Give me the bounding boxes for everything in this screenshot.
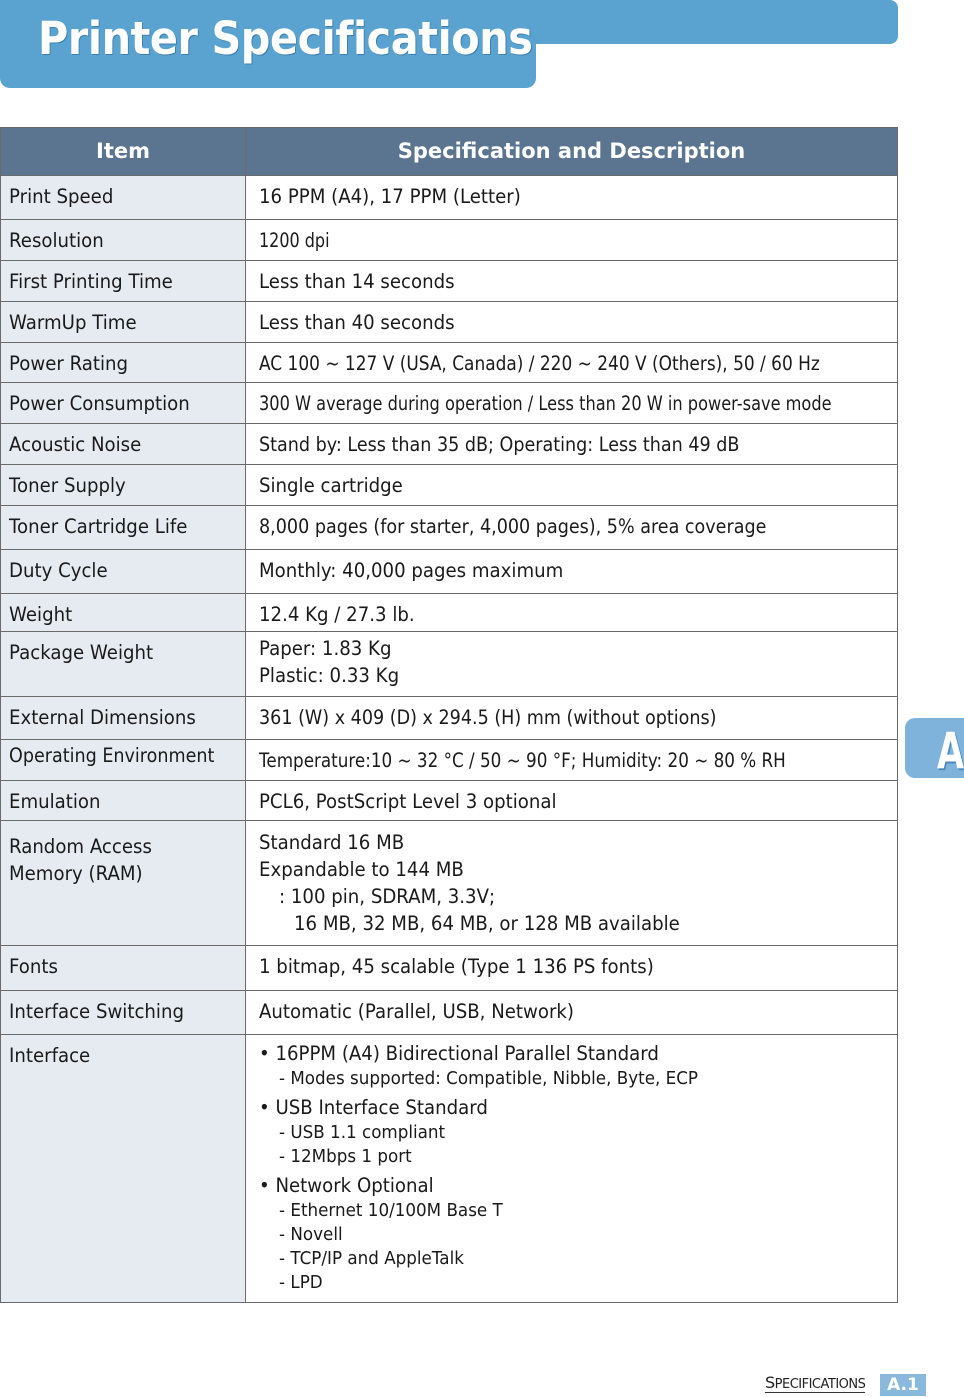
table-header-row [1, 128, 898, 176]
item-label: Duty Cycle [1, 550, 246, 594]
footer-page-number: A.1 [880, 1374, 926, 1396]
spec-value: Less than 40 seconds [246, 302, 898, 343]
item-label: Package Weight [1, 632, 246, 697]
item-label: Toner Supply [1, 465, 246, 506]
table-row [1, 506, 898, 550]
spec-value: Automatic (Parallel, USB, Network) [246, 991, 898, 1035]
table-row [1, 424, 898, 465]
item-label: Random Access Memory (RAM) [1, 821, 246, 946]
specifications-table [0, 127, 898, 1303]
interface-group-network: • Network Optional - Ethernet 10/100M Base T - Novell - TCP/IP and AppleTalk - LPD [259, 1174, 503, 1293]
item-label: Operating Environment [1, 740, 246, 781]
spec-value: Stand by: Less than 35 dB; Operating: Less than 49 dB [246, 424, 898, 465]
table-row [1, 550, 898, 594]
footer-section-label: SPECIFICATIONS [765, 1373, 866, 1392]
spec-value: 8,000 pages (for starter, 4,000 pages), 5% area coverage [246, 506, 898, 550]
spec-value: 1200 dpi [246, 220, 898, 261]
spec-value: PCL6, PostScript Level 3 optional [246, 781, 898, 821]
table-row [1, 594, 898, 632]
page-title: Printer Specifications [38, 12, 533, 65]
item-label: Resolution [1, 220, 246, 261]
table-row [1, 261, 898, 302]
table-row [1, 740, 898, 781]
table-row [1, 220, 898, 261]
interface-group-usb: • USB Interface Standard - USB 1.1 compliant - 12Mbps 1 port [259, 1096, 488, 1167]
table-row [1, 991, 898, 1035]
table-row [1, 632, 898, 697]
table-row [1, 821, 898, 946]
spec-value: 1 bitmap, 45 scalable (Type 1 136 PS fonts) [246, 946, 898, 991]
spec-value: AC 100 ~ 127 V (USA, Canada) / 220 ~ 240 V (Others), 50 / 60 Hz [246, 343, 898, 383]
spec-value: Paper: 1.83 Kg Plastic: 0.33 Kg [246, 632, 898, 697]
spec-value [246, 1035, 898, 1303]
table-row [1, 946, 898, 991]
item-label: Weight [1, 594, 246, 632]
item-label: Fonts [1, 946, 246, 991]
table-row [1, 465, 898, 506]
interface-group-parallel: • 16PPM (A4) Bidirectional Parallel Standard - Modes supported: Compatible, Nibble, Byte, ECP [259, 1042, 699, 1089]
spec-value: 12.4 Kg / 27.3 lb. [246, 594, 898, 632]
item-label: Interface Switching [1, 991, 246, 1035]
item-label: Emulation [1, 781, 246, 821]
spec-value: 300 W average during operation / Less than 20 W in power-save mode [246, 383, 898, 424]
item-label: Toner Cartridge Life [1, 506, 246, 550]
item-label: External Dimensions [1, 697, 246, 740]
spec-value: Temperature:10 ~ 32 °C / 50 ~ 90 °F; Humidity: 20 ~ 80 % RH [246, 740, 898, 781]
table-row [1, 176, 898, 220]
item-label: Print Speed [1, 176, 246, 220]
column-header-spec: Specification and Description [246, 128, 898, 176]
column-header-item: Item [1, 128, 246, 176]
item-label: Power Rating [1, 343, 246, 383]
table-row [1, 781, 898, 821]
table-row [1, 1035, 898, 1303]
item-label: First Printing Time [1, 261, 246, 302]
table-row [1, 383, 898, 424]
spec-value: 16 PPM (A4), 17 PPM (Letter) [246, 176, 898, 220]
item-label: Interface [1, 1035, 246, 1303]
spec-value: Standard 16 MB Expandable to 144 MB : 100 pin, SDRAM, 3.3V; 16 MB, 32 MB, 64 MB, or 128 MB available [246, 821, 898, 946]
section-side-tab-letter: A [937, 722, 964, 780]
spec-value: Single cartridge [246, 465, 898, 506]
table-row [1, 302, 898, 343]
item-label: WarmUp Time [1, 302, 246, 343]
item-label: Acoustic Noise [1, 424, 246, 465]
table-row [1, 697, 898, 740]
item-label: Power Consumption [1, 383, 246, 424]
spec-value: 361 (W) x 409 (D) x 294.5 (H) mm (without options) [246, 697, 898, 740]
table-row [1, 343, 898, 383]
spec-value: Monthly: 40,000 pages maximum [246, 550, 898, 594]
spec-value: Less than 14 seconds [246, 261, 898, 302]
